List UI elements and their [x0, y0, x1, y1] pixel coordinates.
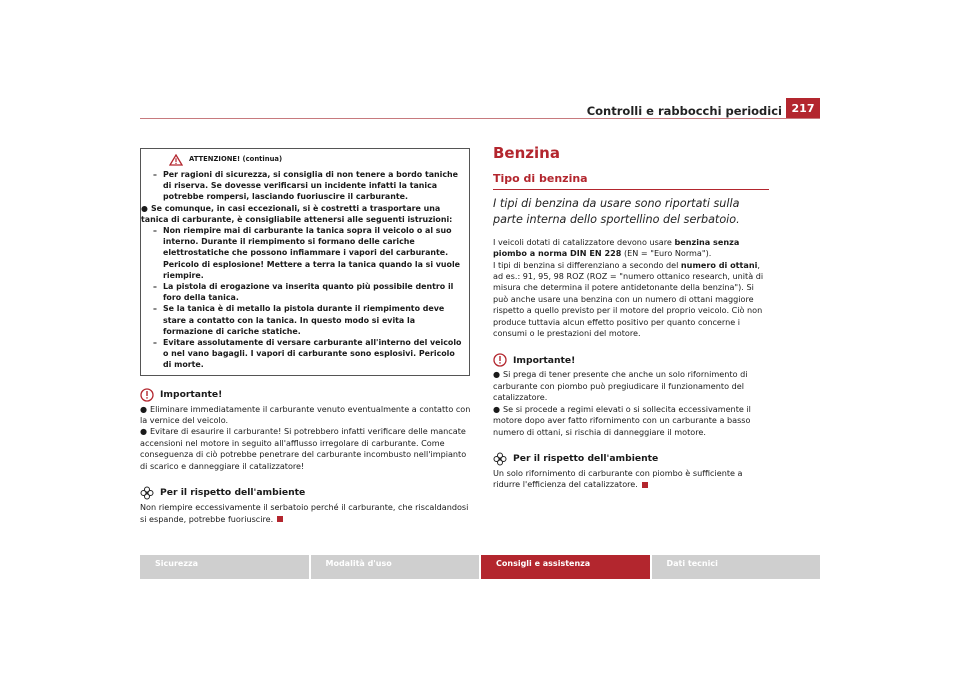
- bullet-marker: ●: [140, 403, 148, 414]
- warning-box: [140, 148, 470, 376]
- warning-item: – La pistola di erogazione va inserita quanto più possibile dentro il foro della tanica.: [153, 282, 454, 303]
- environment-flower-icon: [493, 452, 507, 466]
- footer-nav: [140, 555, 820, 579]
- environment-text: Un solo rifornimento di carburante con piombo è sufficiente a ridurre l'efficienza del catalizzatore.: [493, 467, 743, 490]
- environment-flower-icon: [140, 486, 154, 500]
- right-column: [493, 144, 769, 491]
- end-marker: [642, 482, 648, 488]
- paragraph: I veicoli dotati di catalizzatore devono usare benzina senza piombo a norma DIN EN 228 (EN = "Euro Norma").: [493, 236, 740, 259]
- left-column: [140, 148, 472, 525]
- footer-tab-dati-tecnici[interactable]: Dati tecnici: [652, 555, 821, 579]
- warning-header: [141, 149, 465, 169]
- header-title: Controlli e rabbocchi periodici: [586, 104, 782, 118]
- header-divider: [140, 118, 820, 119]
- paragraph: I tipi di benzina si differenziano a secondo del numero di ottani, ad es.: 91, 95, 98 ROZ (ROZ = "numero ottanico research, unità di misura che determina il potere antidetonante della benzina"). Si può anche usare una benzina con un numero di ottani maggiore rispetto a quello previsto per il motore del proprio veicolo. Ciò non produce tuttavia alcun effetto positivo per quanto concerne i consumi o le prestazioni del motore.: [493, 259, 764, 339]
- warning-item: – Per ragioni di sicurezza, si consiglia di non tenere a bordo taniche di riserva. Se dovesse verificarsi un incidente infatti la tanica potrebbe rompersi, lasciando fuoriuscire il carburante.: [153, 170, 459, 202]
- important-item: ● Se si procede a regimi elevati o si sollecita eccessivamente il motore dopo aver fatto rifornimento con un carburante a basso numero di ottani, si rischia di danneggiare il motore.: [493, 403, 751, 437]
- important-exclamation-icon: [493, 353, 507, 367]
- warning-item: ● Se comunque, in casi eccezionali, si è costretti a trasportare una tanica di carburante, è consigliabile attenersi alle seguenti istruzioni:: [141, 203, 453, 224]
- important-heading: Importante!: [140, 388, 472, 402]
- subsection-heading: Tipo di benzina: [493, 173, 769, 189]
- bullet-marker: ●: [140, 426, 148, 437]
- intro-text: I tipi di benzina da usare sono riportati sulla parte interna dello sportellino del serbatoio.: [493, 196, 740, 226]
- dash-marker: –: [153, 226, 157, 236]
- end-marker: [277, 516, 283, 522]
- warning-item: – Evitare assolutamente di versare carburante all'interno del veicolo o nel vano bagagli. I vapori di carburante sono esplosivi. Pericolo di morte.: [153, 338, 462, 370]
- section-heading: Benzina: [493, 144, 560, 162]
- important-heading: Importante!: [493, 353, 769, 367]
- dash-marker: –: [153, 170, 157, 179]
- footer-tab-sicurezza[interactable]: Sicurezza: [140, 555, 309, 579]
- environment-text: Non riempire eccessivamente il serbatoio perché il carburante, che riscaldandosi si espande, potrebbe fuoriuscire.: [140, 502, 469, 524]
- bullet-marker: ●: [493, 369, 501, 380]
- dash-marker: –: [153, 304, 157, 314]
- bullet-marker: ●: [493, 403, 501, 414]
- footer-tab-modalita-uso[interactable]: Modalità d'uso: [311, 555, 480, 579]
- environment-heading: Per il rispetto dell'ambiente: [140, 486, 472, 500]
- important-item: ● Eliminare immediatamente il carburante venuto eventualmente a contatto con la vernice del veicolo.: [140, 403, 471, 426]
- dash-marker: –: [153, 282, 157, 292]
- warning-item: – Se la tanica è di metallo la pistola durante il riempimento deve stare a contatto con la tanica. In questo modo si evita la formazione di cariche statiche.: [153, 304, 445, 336]
- important-exclamation-icon: [140, 388, 154, 402]
- warning-body: [141, 169, 465, 371]
- warning-item: – Non riempire mai di carburante la tanica sopra il veicolo o al suo interno. Durante il riempimento si formano delle cariche elettrostatiche che possono infiammare i vapori del carburante. Pericolo di esplosione! Mettere a terra la tanica quando la si vuole riempire.: [153, 226, 461, 280]
- footer-tab-consigli-assistenza[interactable]: Consigli e assistenza: [481, 555, 650, 579]
- page-number: 217: [786, 98, 820, 118]
- important-item: ● Si prega di tener presente che anche un solo rifornimento di carburante con piombo può pregiudicare il funzionamento del catalizzatore.: [493, 369, 748, 403]
- bullet-marker: ●: [141, 203, 148, 213]
- warning-triangle-icon: [169, 154, 183, 166]
- warning-header-text: ATTENZIONE! (continua): [189, 155, 283, 164]
- dash-marker: –: [153, 338, 157, 348]
- important-item: ● Evitare di esaurire il carburante! Si potrebbero infatti verificare delle mancate accensioni nel motore in seguito all'afflusso irregolare di carburante. Come conseguenza di ciò potrebbe penetrare del carburante incombusto nell'impianto di scarico e danneggiare il catalizzatore!: [140, 426, 467, 471]
- environment-heading: Per il rispetto dell'ambiente: [493, 452, 769, 466]
